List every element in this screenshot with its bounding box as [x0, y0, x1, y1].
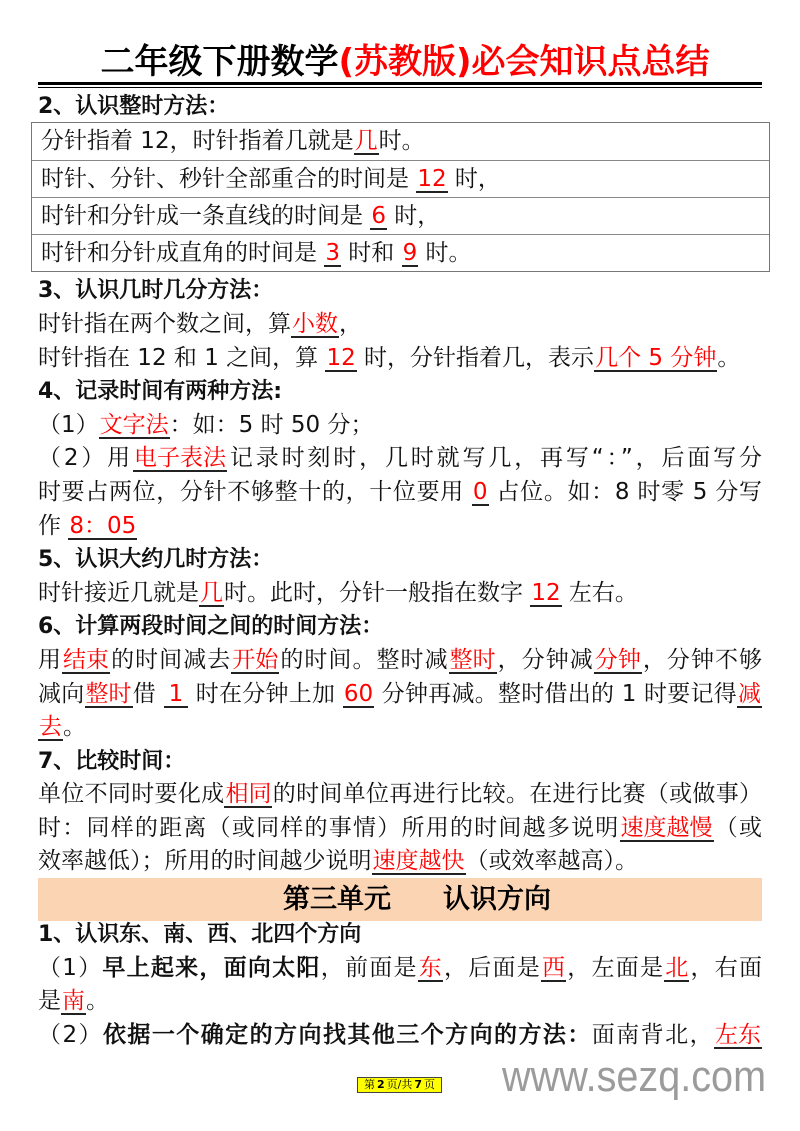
answer-blank: 8：05 [69, 512, 137, 539]
unit-heading-band [38, 878, 762, 921]
text-line [38, 711, 762, 745]
answer-blank: 相同 [225, 781, 272, 808]
answer-blank: 左东 [715, 1021, 762, 1048]
answer-blank: 速度越快 [372, 848, 465, 875]
text: ，分钟不够 [641, 646, 763, 673]
section4-heading: 4、记录时间有两种方法: [38, 379, 283, 405]
page-number-badge [357, 1077, 442, 1093]
unit3-section1-heading: 1、认识东、南、西、北四个方向 [38, 922, 362, 948]
text: 时， [386, 203, 441, 230]
section3-heading: 3、认识几时几分方法： [38, 278, 274, 304]
answer-blank: 电子表法 [134, 445, 227, 472]
answer-blank: 60 [343, 680, 374, 707]
text: 。 [717, 344, 741, 371]
document-title [0, 41, 800, 83]
table-row [32, 160, 769, 197]
answer-blank: 几 [200, 579, 223, 606]
answer-blank: 北 [665, 954, 689, 981]
section7-heading: 7、比较时间： [38, 748, 186, 774]
text: 时， [447, 166, 501, 193]
answer-blank: 去 [39, 714, 62, 741]
text: 分针指着 12，时针指着几就是 [41, 128, 354, 154]
text: ，右面 [689, 954, 763, 981]
text-line [38, 952, 762, 986]
text-line [38, 510, 762, 544]
answer-blank: 整时 [449, 646, 496, 673]
text: 时。 [418, 240, 472, 267]
answer-blank: 南 [62, 988, 85, 1015]
text-line [38, 308, 762, 342]
text: 时针、分针、秒针全部重合的时间是 [41, 166, 417, 193]
text: （或效率越高）。 [465, 848, 638, 875]
unit-number: 第三单元 [283, 884, 391, 916]
text: 。 [86, 988, 109, 1015]
table-row [32, 197, 769, 234]
text: 时针指在两个数之间，算 [38, 310, 291, 337]
text: （2）用 [38, 445, 134, 472]
bold-text: 早上起来，面向太阳 [102, 954, 321, 981]
text-line [38, 812, 762, 846]
table-row [32, 123, 769, 160]
text: ：如：5 时 50 分； [169, 411, 374, 438]
text: 左右。 [561, 579, 638, 606]
page-current: 2 [376, 1078, 385, 1091]
text: 作 [38, 512, 69, 539]
text: （1） [38, 954, 103, 981]
page-separator: 页/共 [386, 1078, 413, 1091]
text-line [38, 577, 762, 611]
page-total: 7 [414, 1078, 423, 1091]
section2-heading: 2、认识整时方法： [38, 94, 230, 119]
answer-blank: 分钟 [594, 646, 641, 673]
answer-blank: 9 [402, 240, 418, 267]
text: 时。 [378, 128, 425, 154]
answer-blank: 文字法 [99, 411, 169, 438]
answer-blank: 小数 [292, 310, 338, 337]
answer-blank: 西 [542, 954, 565, 981]
text-line [38, 985, 762, 1019]
text: 单位不同时要化成 [38, 781, 225, 808]
text: 时要占两位，分针不够整十的，十位要用 [38, 478, 472, 505]
text: （1） [38, 411, 99, 438]
watermark: www.sezq.com [502, 1052, 767, 1101]
section6-heading: 6、计算两段时间之间的时间方法： [38, 614, 384, 640]
text: 时和 [340, 240, 402, 267]
title-main: 二年级下册数学 [100, 42, 339, 82]
text: ，后面是 [442, 954, 541, 981]
answer-blank: 开始 [232, 646, 279, 673]
text: 是 [38, 988, 61, 1015]
answer-blank: 整时 [85, 680, 132, 707]
text: 时针接近几就是 [38, 579, 199, 606]
text: ， [339, 310, 362, 337]
text: ，左面是 [566, 954, 665, 981]
title-edition: (苏教版)必会知识点总结 [338, 42, 710, 82]
text: （2） [38, 1021, 103, 1048]
text: 用 [38, 646, 63, 673]
section5-heading: 5、认识大约几时方法： [38, 547, 274, 573]
answer-blank: 东 [418, 954, 442, 981]
text-line [38, 476, 762, 510]
answer-blank: 减 [738, 680, 762, 707]
text-line [38, 778, 762, 812]
text: 时针和分针成直角的时间是 [41, 240, 325, 267]
text: 的时间减去 [110, 646, 232, 673]
answer-blank: 速度越慢 [620, 814, 713, 841]
answer-blank: 12 [326, 344, 356, 371]
text-line [38, 1019, 762, 1053]
text-line [38, 644, 762, 678]
text: （或 [713, 814, 763, 841]
text-line [38, 678, 762, 712]
text: 。 [63, 714, 86, 741]
answer-blank: 12 [531, 579, 561, 606]
text-line [38, 845, 762, 879]
text: 借 [132, 680, 164, 707]
bold-text: 依据一个确定的方向找其他三个方向的方法： [102, 1021, 592, 1048]
page-prefix: 第 [363, 1078, 375, 1091]
answer-blank: 0 [472, 478, 488, 505]
text: 效率越低）；所用的时间越少说明 [38, 848, 372, 875]
text: 的时间单位再进行比较。在进行比赛（或做事） [272, 781, 763, 808]
text: 面南背北， [591, 1021, 715, 1048]
answer-blank: 6 [371, 203, 386, 230]
answer-blank: 几个 5 分钟 [595, 344, 717, 371]
answer-blank: 1 [164, 682, 189, 708]
text: 时，分针指着几，表示 [356, 344, 595, 371]
title-rule-thick [38, 82, 762, 85]
text: 的时间。整时减 [279, 646, 449, 673]
text-line [38, 442, 762, 476]
text: 分钟再减。整时借出的 1 时要记得 [374, 680, 738, 707]
text: 时针指在 12 和 1 之间，算 [38, 344, 326, 371]
text: ，前面是 [320, 954, 418, 981]
text: 减向 [38, 680, 85, 707]
text: ，分钟减 [496, 646, 594, 673]
unit-title: 认识方向 [443, 884, 551, 916]
text-line [38, 342, 762, 376]
text: 时针和分针成一条直线的时间是 [41, 203, 371, 230]
text: 时在分钟上加 [188, 680, 343, 707]
text: 记录时刻时，几时就写几，再写“：”，后面写分 [227, 445, 762, 472]
table-row [32, 234, 769, 271]
answer-blank: 几 [354, 128, 378, 154]
section2-table [31, 122, 770, 272]
page-suffix: 页 [424, 1078, 436, 1091]
text: 占位。如：8 时零 5 分写 [488, 478, 763, 505]
document-body [38, 90, 762, 1052]
text-line [38, 409, 762, 443]
title-rule-thin [38, 87, 762, 88]
answer-blank: 3 [325, 240, 340, 267]
answer-blank: 12 [417, 166, 447, 193]
text: 时：同样的距离（或同样的事情）所用的时间越多说明 [38, 814, 620, 841]
answer-blank: 结束 [63, 646, 110, 673]
text: 时。此时，分针一般指在数字 [224, 579, 531, 606]
